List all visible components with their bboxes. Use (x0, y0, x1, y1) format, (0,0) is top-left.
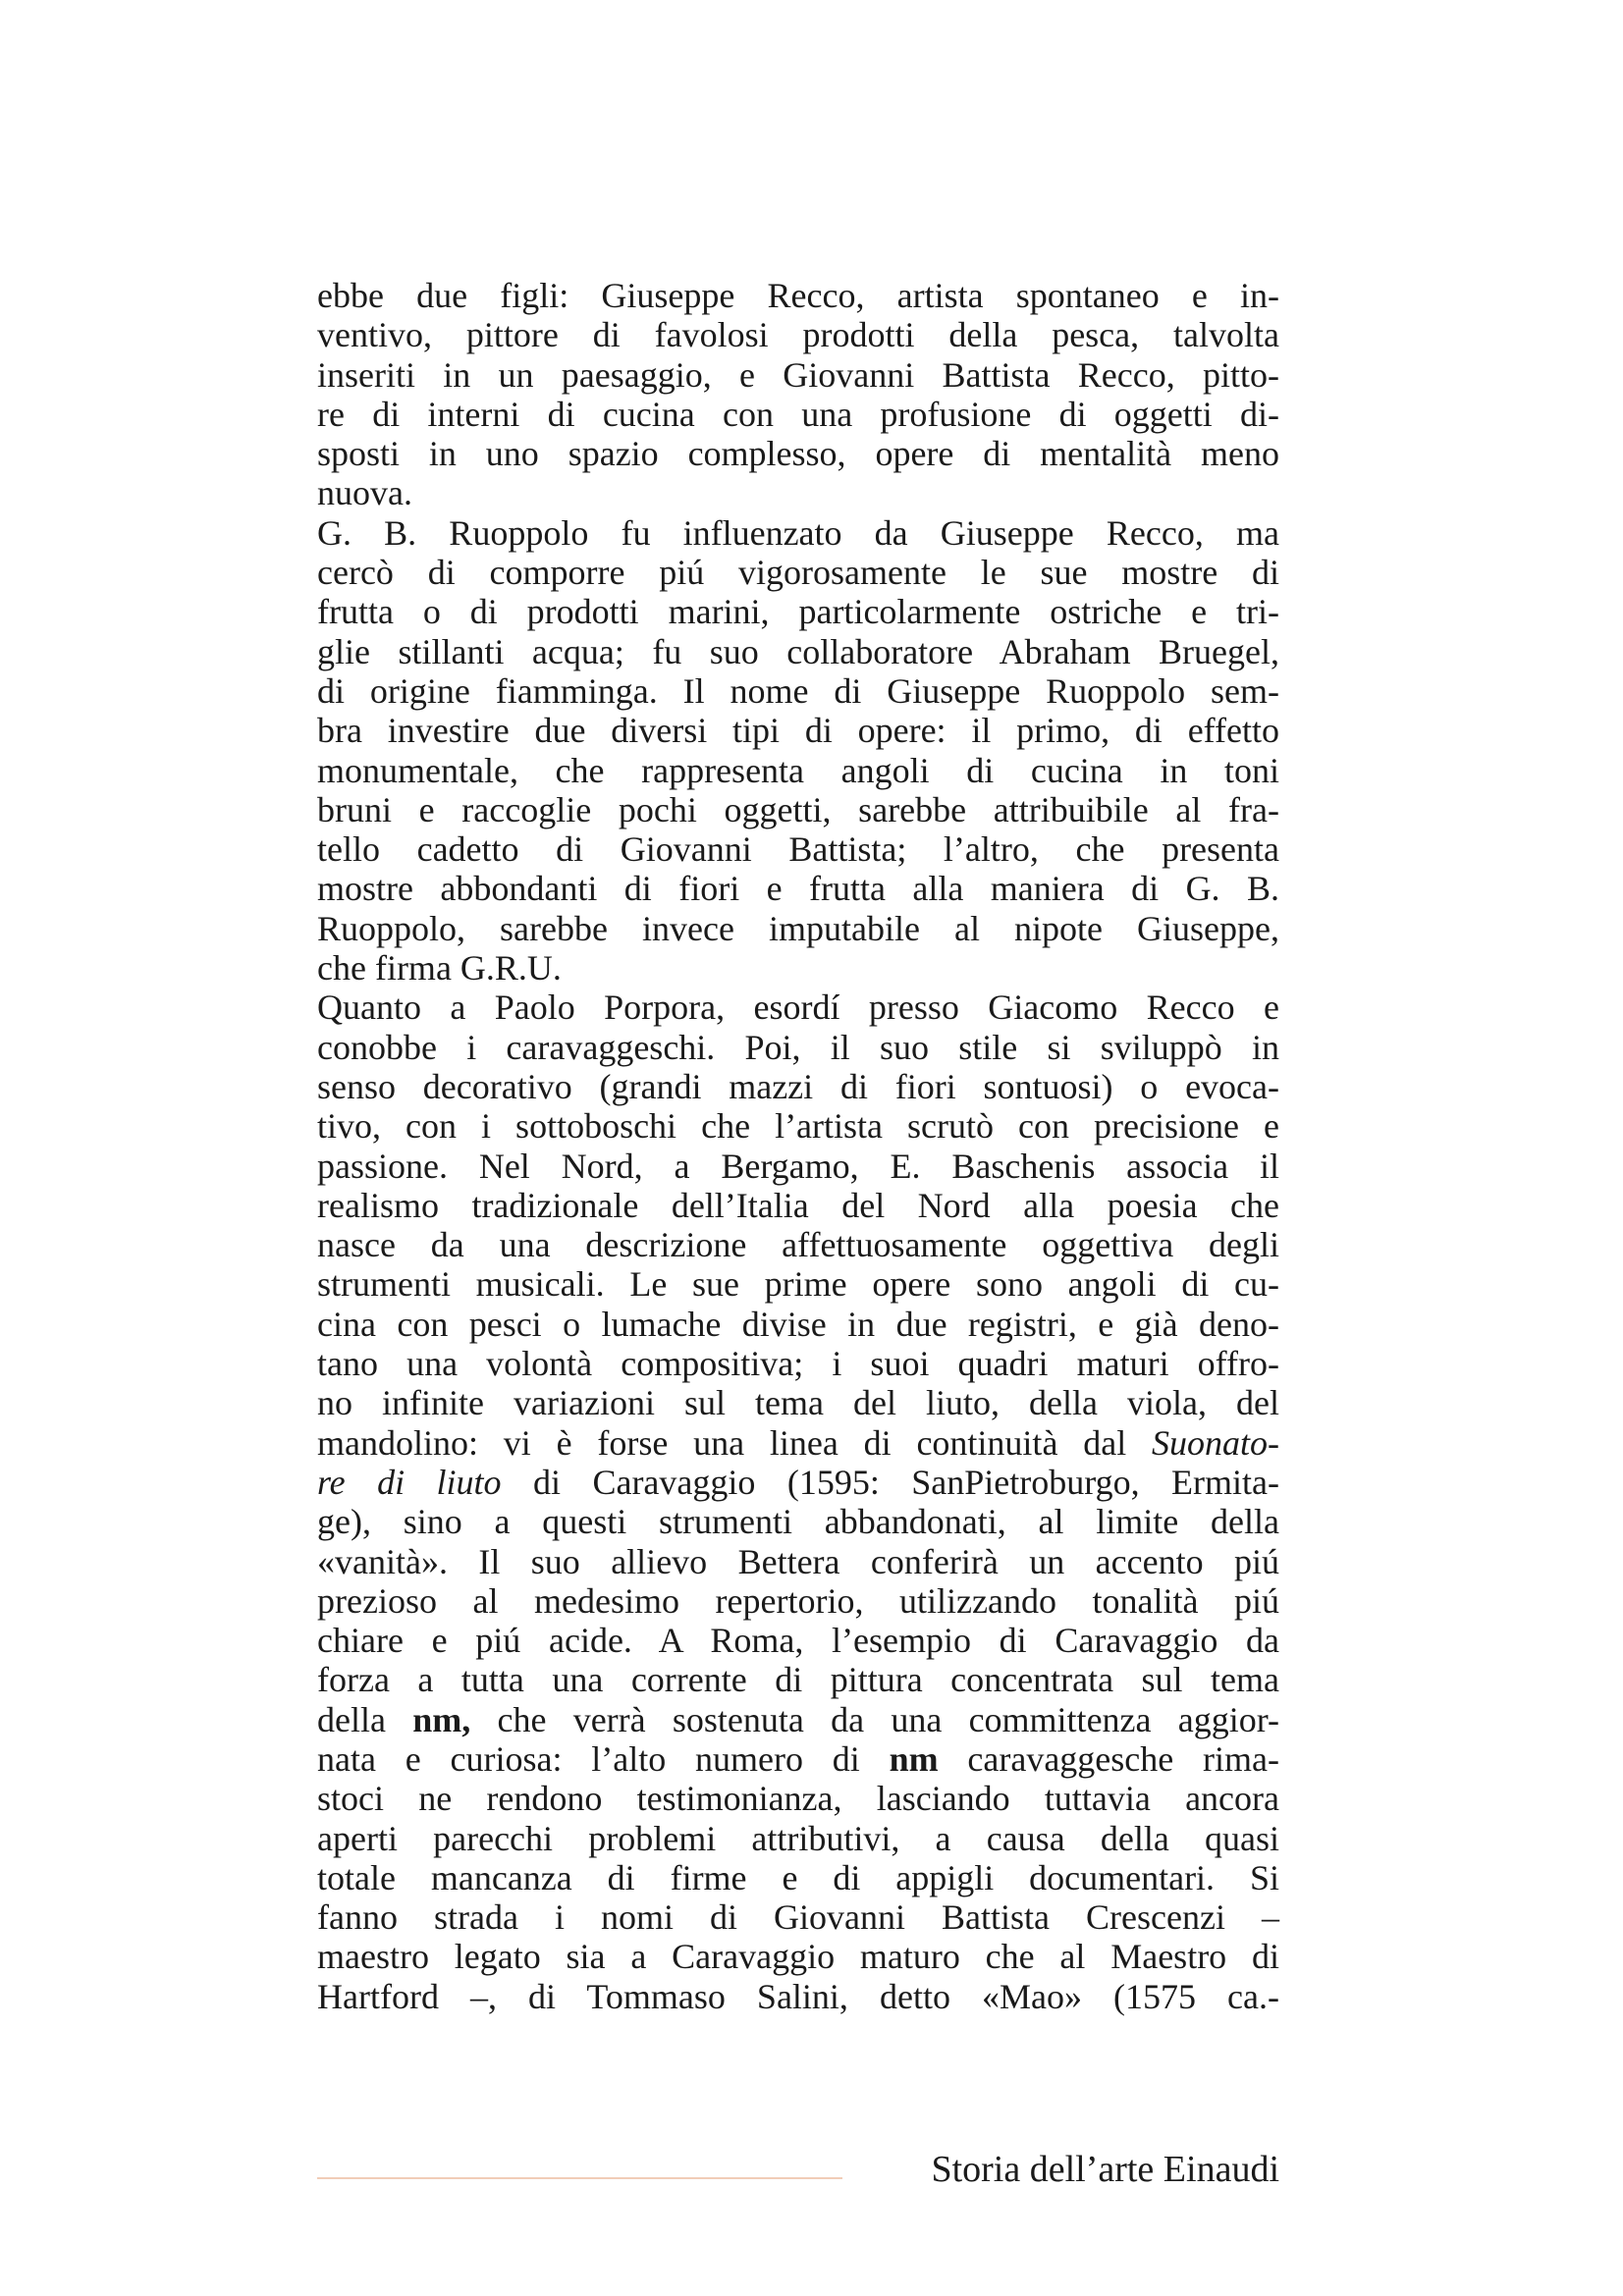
text-line: ebbe due figli: Giuseppe Recco, artista spontaneo e in- (317, 276, 1279, 315)
footer-title: Storia dell’arte Einaudi (931, 2149, 1279, 2190)
text-line: tano una volontà compositiva; i suoi quadri maturi offro- (317, 1344, 1279, 1384)
text-line: cercò di comporre piú vigorosamente le sue mostre di (317, 553, 1279, 593)
text-line: nasce da una descrizione affettuosamente oggettiva degli (317, 1225, 1279, 1265)
text-line: G. B. Ruoppolo fu influenzato da Giuseppe Recco, ma (317, 512, 1279, 553)
text-segment: mandolino: vi è forse una linea di continuità dal (317, 1422, 1152, 1463)
text-segment: caravaggesche rima- (938, 1738, 1279, 1779)
text-line: mostre abbondanti di fiori e frutta alla maniera di G. B. (317, 869, 1279, 909)
text-line: senso decorativo (grandi mazzi di fiori sontuosi) o evoca- (317, 1066, 1279, 1106)
text-line: tello cadetto di Giovanni Battista; l’altro, che presenta (317, 829, 1279, 870)
text-line (317, 1463, 1279, 1502)
text-line: re di interni di cucina con una profusione di oggetti di- (317, 394, 1279, 434)
text-line: glie stillanti acqua; fu suo collaboratore Abraham Bruegel, (317, 631, 1279, 671)
body-text (317, 276, 1279, 2016)
bold-term: nm (889, 1738, 939, 1779)
text-line: no infinite variazioni sul tema del liuto, della viola, del (317, 1383, 1279, 1423)
text-line: ge), sino a questi strumenti abbandonati, al limite della (317, 1502, 1279, 1542)
text-line: inseriti in un paesaggio, e Giovanni Battista Recco, pitto- (317, 354, 1279, 395)
text-line: bra investire due diversi tipi di opere: il primo, di effetto (317, 711, 1279, 751)
text-line: strumenti musicali. Le sue prime opere sono angoli di cu- (317, 1264, 1279, 1305)
text-line: monumentale, che rappresenta angoli di cucina in toni (317, 750, 1279, 790)
text-line: forza a tutta una corrente di pittura concentrata sul tema (317, 1660, 1279, 1700)
text-line (317, 1423, 1279, 1463)
text-line: che firma G.R.U. (317, 948, 562, 988)
bold-term: nm, (412, 1699, 471, 1739)
text-line: cina con pesci o lumache divise in due registri, e già deno- (317, 1304, 1279, 1344)
text-line: Quanto a Paolo Porpora, esordí presso Giacomo Recco e (317, 988, 1279, 1028)
text-line: di origine fiamminga. Il nome di Giuseppe Ruoppolo sem- (317, 670, 1279, 711)
text-line: chiare e piú acide. A Roma, l’esempio di Caravaggio da (317, 1621, 1279, 1661)
text-segment: che verrà sostenuta da una committenza aggior- (470, 1699, 1279, 1739)
text-segment: di Caravaggio (1595: SanPietroburgo, Ermita- (501, 1462, 1279, 1502)
text-line: sposti in uno spazio complesso, opere di mentalità meno (317, 434, 1279, 474)
text-line: «vanità». Il suo allievo Bettera conferirà un accento piú (317, 1541, 1279, 1581)
text-segment: della (317, 1699, 413, 1739)
text-line: ventivo, pittore di favolosi prodotti della pesca, talvolta (317, 315, 1279, 355)
footer-rule (317, 2177, 842, 2179)
text-line (317, 1700, 1279, 1739)
text-line: prezioso al medesimo repertorio, utilizzando tonalità piú (317, 1580, 1279, 1621)
page-footer (317, 2148, 1279, 2197)
text-line: conobbe i caravaggeschi. Poi, il suo stile si sviluppò in (317, 1027, 1279, 1067)
text-line: frutta o di prodotti marini, particolarmente ostriche e tri- (317, 592, 1279, 632)
text-line (317, 1739, 1279, 1779)
text-line: Hartford –, di Tommaso Salini, detto «Mao» (1575 ca.- (317, 1976, 1279, 2016)
text-line: realismo tradizionale dell’Italia del Nord alla poesia che (317, 1185, 1279, 1225)
text-line: totale mancanza di firme e di appigli documentari. Si (317, 1857, 1279, 1897)
italic-title: re di liuto (317, 1462, 502, 1502)
text-segment: nata e curiosa: l’alto numero di (317, 1738, 890, 1779)
text-line: fanno strada i nomi di Giovanni Battista Crescenzi – (317, 1897, 1279, 1938)
text-line: passione. Nel Nord, a Bergamo, E. Baschenis associa il (317, 1146, 1279, 1186)
italic-title: Suonato- (1152, 1422, 1279, 1463)
text-line: Ruoppolo, sarebbe invece imputabile al nipote Giuseppe, (317, 908, 1279, 948)
text-line: maestro legato sia a Caravaggio maturo che al Maestro di (317, 1937, 1279, 1977)
text-line: tivo, con i sottoboschi che l’artista scrutò con precisione e (317, 1106, 1279, 1147)
text-line: aperti parecchi problemi attributivi, a causa della quasi (317, 1818, 1279, 1858)
text-line: nuova. (317, 473, 412, 513)
text-line: bruni e raccoglie pochi oggetti, sarebbe attribuibile al fra- (317, 789, 1279, 829)
text-line: stoci ne rendono testimonianza, lasciando tuttavia ancora (317, 1779, 1279, 1819)
